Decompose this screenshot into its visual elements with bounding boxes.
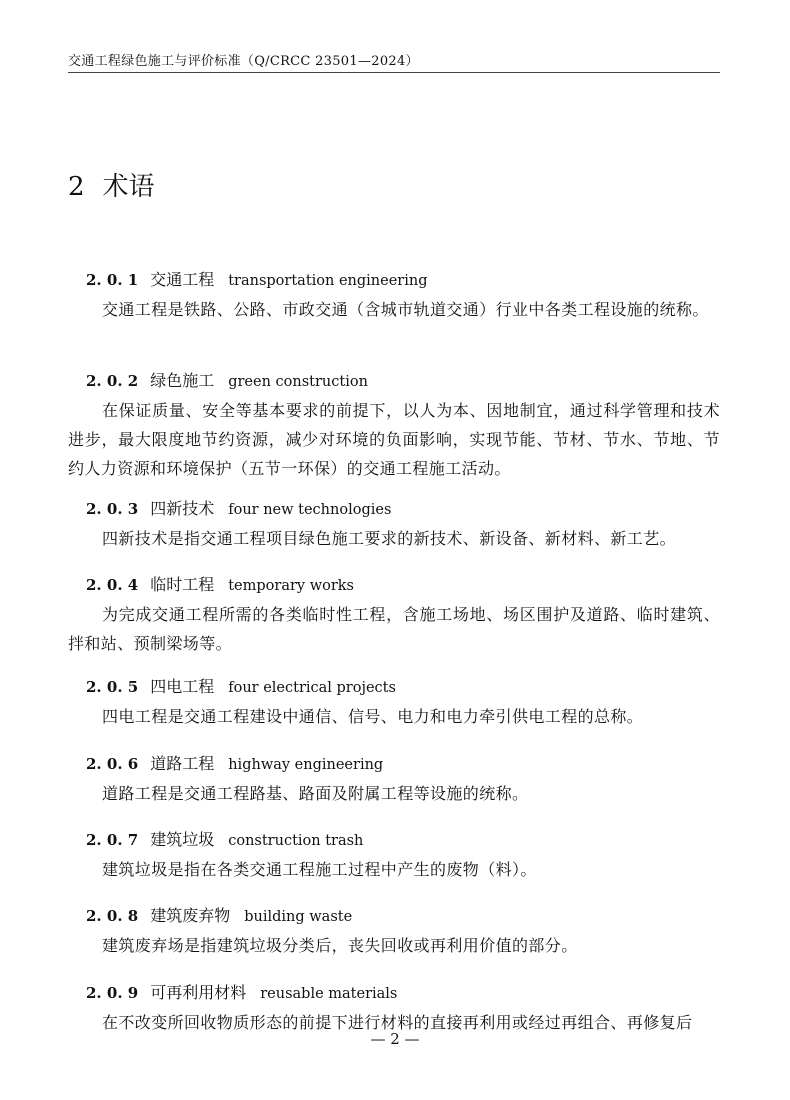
term-chinese: 道路工程 (150, 754, 215, 773)
term-entry (68, 905, 720, 960)
running-header: 交通工程绿色施工与评价标准（Q/CRCC 23501—2024） (68, 54, 419, 69)
term-definition: 建筑垃圾是指在各类交通工程施工过程中产生的废物（料）。 (102, 860, 537, 879)
term-chinese: 四新技术 (150, 499, 215, 518)
chapter-number: 2 (68, 172, 85, 202)
term-chinese: 四电工程 (150, 677, 215, 696)
term-id: 2. 0. 9 (86, 984, 139, 1002)
term-id: 2. 0. 6 (86, 755, 139, 773)
term-id: 2. 0. 2 (86, 372, 139, 390)
term-definition: 四电工程是交通工程建设中通信、信号、电力和电力牵引供电工程的总称。 (102, 707, 644, 726)
term-id: 2. 0. 8 (86, 907, 139, 925)
term-chinese: 可再利用材料 (150, 983, 247, 1002)
term-english: temporary works (228, 578, 354, 594)
term-chinese: 临时工程 (150, 575, 215, 594)
term-entry (68, 676, 720, 731)
term-entry (68, 370, 720, 483)
term-english: four new technologies (228, 502, 392, 518)
header-divider (68, 72, 720, 73)
term-entry (68, 982, 720, 1037)
term-definition: 为完成交通工程所需的各类临时性工程，含施工场地、场区围护及道路、临时建筑、拌和站、预制梁场等。 (68, 605, 720, 653)
term-id: 2. 0. 1 (86, 271, 139, 289)
chapter-heading (68, 166, 155, 203)
term-english: green construction (228, 374, 368, 390)
term-english: highway engineering (228, 757, 384, 773)
term-definition: 在不改变所回收物质形态的前提下进行材料的直接再利用或经过再组合、再修复后 (102, 1013, 693, 1032)
term-id: 2. 0. 5 (86, 678, 139, 696)
term-entry (68, 829, 720, 884)
term-entry (68, 269, 720, 324)
term-chinese: 绿色施工 (150, 371, 215, 390)
term-english: transportation engineering (228, 273, 428, 289)
term-id: 2. 0. 4 (86, 576, 139, 594)
term-chinese: 建筑垃圾 (150, 830, 215, 849)
term-chinese: 建筑废弃物 (150, 906, 231, 925)
term-entry (68, 574, 720, 658)
term-english: construction trash (228, 833, 364, 849)
term-definition: 道路工程是交通工程路基、路面及附属工程等设施的统称。 (102, 784, 529, 803)
term-entry (68, 498, 720, 553)
chapter-title: 术语 (102, 172, 155, 202)
term-definition: 交通工程是铁路、公路、市政交通（含城市轨道交通）行业中各类工程设施的统称。 (102, 300, 709, 319)
term-definition: 在保证质量、安全等基本要求的前提下，以人为本、因地制宜，通过科学管理和技术进步，最大限度地节约资源，减少对环境的负面影响，实现节能、节材、节水、节地、节约人力资源和环境保护（五节一环保）的交通工程施工活动。 (68, 401, 720, 478)
term-entry (68, 753, 720, 808)
page-number: — 2 — (370, 1030, 420, 1048)
term-id: 2. 0. 7 (86, 831, 139, 849)
term-id: 2. 0. 3 (86, 500, 139, 518)
term-english: four electrical projects (228, 680, 396, 696)
term-definition: 建筑废弃场是指建筑垃圾分类后，丧失回收或再利用价值的部分。 (102, 936, 578, 955)
term-english: reusable materials (260, 986, 398, 1002)
term-definition: 四新技术是指交通工程项目绿色施工要求的新技术、新设备、新材料、新工艺。 (102, 529, 677, 548)
term-chinese: 交通工程 (150, 270, 215, 289)
term-english: building waste (244, 909, 353, 925)
